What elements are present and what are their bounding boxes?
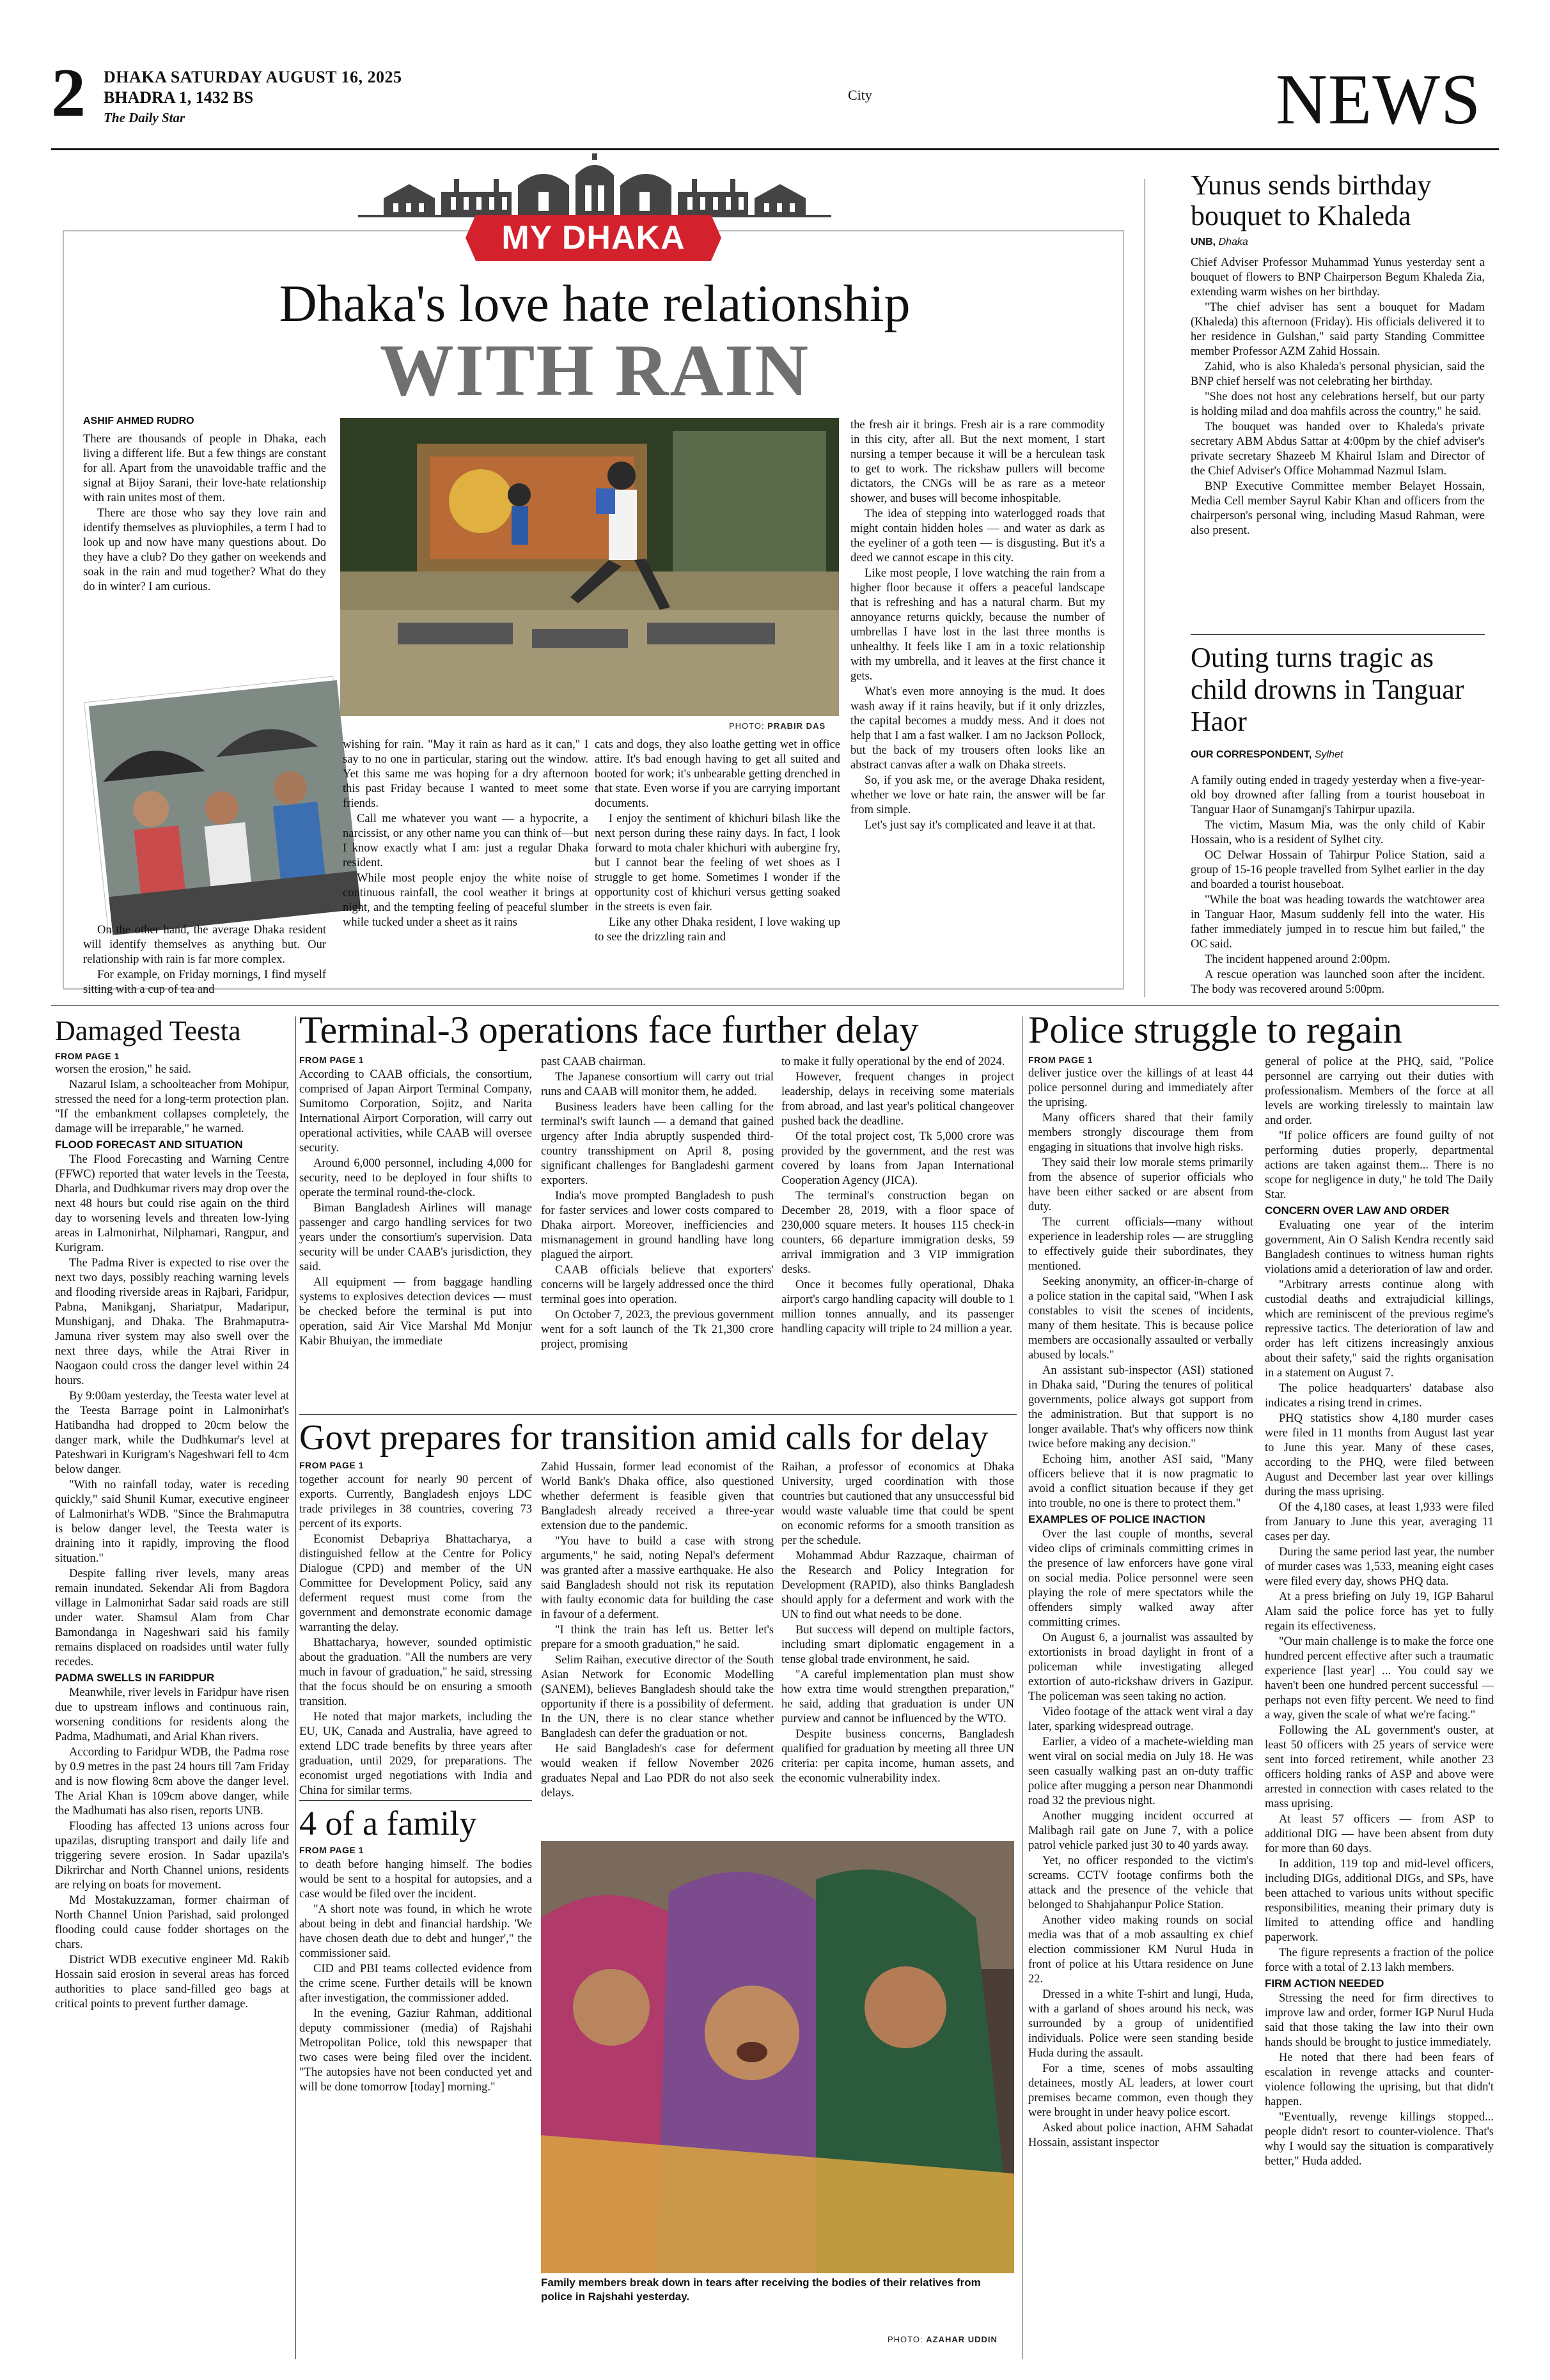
paragraph: past CAAB chairman. xyxy=(541,1055,646,1068)
paragraph: Echoing him, another ASI said, "Many officers believe that it is now pragmatic to avoid a conflict situation because if they get into trouble, no one is there to protect them." xyxy=(1028,1453,1253,1510)
paragraph: Asked about police inaction, AHM Sahadat Hossain, assistant inspector xyxy=(1028,2122,1253,2149)
paragraph: Zahid Hussain, former lead economist of the World Bank's Dhaka office, also questioned whether deferment is feasible given that Bangladesh already received a three-year extension due to the pandemic. xyxy=(541,1461,774,1532)
paragraph: "Arbitrary arrests continue along with custodial deaths and extrajudicial killings, which are reminiscent of the previous regime's repressive tactics. The deterioration of law and order has left citizens increasingly anxious about their safety," said the rights organisation in a statement on August 7. xyxy=(1265,1279,1494,1380)
paragraph: to death before hanging himself. The bodies would be sent to a hospital for autopsies, and a case would be filed over the incident. xyxy=(299,1858,532,1901)
paragraph: An assistant sub-inspector (ASI) stationed in Dhaka said, "During the tenures of political governments, police always got support from the administration. But that support is no longer available. That's why officers now think twice before making any decision." xyxy=(1028,1364,1253,1451)
paragraph: But success will depend on multiple factors, including smart diplomatic engagement in a tense global trade environment, he said. xyxy=(781,1624,1014,1666)
paragraph: Like any other Dhaka resident, I love waking up to see the drizzling rain and xyxy=(595,916,840,944)
terminal-headline: Terminal-3 operations face further delay xyxy=(299,1009,919,1051)
photo-credit-name: AZAHAR UDDIN xyxy=(926,2335,998,2344)
police-from-page: FROM PAGE 1 xyxy=(1028,1055,1093,1065)
paragraph: So, if you ask me, or the average Dhaka resident, whether we love or hate rain, the answer will be far from simple. xyxy=(850,774,1105,816)
paragraph: "You have to build a case with strong arguments," he said, noting Nepal's deferment was granted after a massive earthquake. He also said Bangladesh should not risk its reputation with faulty economic data for building the case in favour of a deferment. xyxy=(541,1535,774,1621)
paragraph: Once it becomes fully operational, Dhaka airport's cargo handling capacity will double to 1 million tonnes annually, and its passenger handling capacity will triple to 24 million a year. xyxy=(781,1279,1014,1335)
photo-credit-label: PHOTO: xyxy=(729,721,765,731)
byline-name: OUR CORRESPONDENT, xyxy=(1191,749,1312,760)
paragraph: India's move prompted Bangladesh to push for faster services and lower costs compared to Dhaka airport. Moreover, inefficiencies and mismanagement in ground handling have long plagued the airport. xyxy=(541,1190,774,1261)
photo-credit-name: PRABIR DAS xyxy=(767,721,826,731)
family-headline: 4 of a family xyxy=(299,1804,477,1842)
govt-col1 xyxy=(299,1473,532,1797)
byline-place: Sylhet xyxy=(1314,749,1343,760)
paragraph: Despite business concerns, Bangladesh qualified for graduation by meeting all three UN criteria: per capita income, human assets, and the economic vulnerability index. xyxy=(781,1728,1014,1785)
govt-col3 xyxy=(781,1460,1014,1831)
paragraph: There are thousands of people in Dhaka, each living a different life. But a few things are constant for all. Apart from the unavoidable traffic and the signal at Bijoy Sarani, their love-hate relationship with rain unites most of them. xyxy=(83,433,326,504)
my-dhaka-col1 xyxy=(83,432,326,675)
byline-place: Dhaka xyxy=(1218,237,1248,247)
paragraph: Bhattacharya, however, sounded optimistic about the graduation. "All the numbers are very much in favour of graduation," he said, stressing that the focus should be on ensuring a smooth transition. xyxy=(299,1637,532,1708)
paragraph: CAAB officials believe that exporters' concerns will be largely addressed once the third terminal goes into operation. xyxy=(541,1264,774,1306)
terminal-col2 xyxy=(541,1055,774,1406)
paragraph: On the other hand, the average Dhaka resident will identify themselves as anything but. Our relationship with rain is far more complex. xyxy=(83,924,326,966)
paragraph: All equipment — from baggage handling systems to explosives detection devices — must be checked before the terminal is put into operation, said Air Vice Marshal Md Monjur Kabir Bhuiyan, the immediate xyxy=(299,1276,532,1348)
teesta-headline: Damaged Teesta xyxy=(55,1015,241,1046)
paragraph: The Japanese consortium will carry out trial runs and CAAB will monitor them, he added. xyxy=(541,1071,774,1098)
masthead-rule xyxy=(51,148,1499,150)
rain-photo-credit xyxy=(729,721,826,731)
byline-name: UNB xyxy=(1191,237,1213,247)
paragraph: Around 6,000 personnel, including 4,000 for security, need to be deployed in four shifts to operate the terminal round-the-clock. xyxy=(299,1157,532,1199)
paragraph: For a time, scenes of mobs assaulting detainees, mostly AL leaders, at lower court premises became common, even though they were brought in under heavy police escort. xyxy=(1028,2062,1253,2119)
paragraph: On August 6, a journalist was assaulted by extortionists in broad daylight in front of a policeman while investigating alleged extortion of auto-rickshaw drivers in Gazipur. The policeman was seen taking no action. xyxy=(1028,1631,1253,1703)
paragraph: In addition, 119 top and mid-level officers, including DIGs, additional DIGs, and SPs, have been attached to various units without specific responsibilities, meaning their primary duty is limited to attending office and handling paperwork. xyxy=(1265,1858,1494,1944)
outing-headline: Outing turns tragic as child drowns in Tanguar Haor xyxy=(1191,642,1464,737)
paragraph: In the evening, Gaziur Rahman, additional deputy commissioner (media) of Rajshahi Metropolitan Police, told this newspaper that two cases were being filed over the incident. "The autopsies have not been conducted yet and will be done tomorrow [today] morning." xyxy=(299,2007,532,2094)
paragraph: "Eventually, revenge killings stopped... people didn't resort to counter-violence. That's why I would say the situation is comparatively better," Huda added. xyxy=(1265,2111,1494,2168)
terminal-col3 xyxy=(781,1055,1014,1406)
paragraph: Call me whatever you want — a hypocrite, a narcissist, or any other name you can think of—but I know exactly what I am: just a regular Dhaka resident. xyxy=(343,813,588,869)
paragraph: Mohammad Abdur Razzaque, chairman of the Research and Policy Integration for Development (RAPID), also thinks Bangladesh should apply for a deferment and work with the UN to find out what needs to be done. xyxy=(781,1550,1014,1621)
paragraph: The idea of stepping into waterlogged roads that might contain hidden holes — and water as dark as the eyeliner of a goth teen — is disgusting. But it's a deed we cannot escape in this city. xyxy=(850,508,1105,564)
paragraph: "While the boat was heading towards the watchtower area in Tanguar Haor, Masum suddenly fell into the water. His father immediately jumped in to rescue him but failed," the OC said. xyxy=(1191,894,1485,951)
paragraph: The victim, Masum Mia, was the only child of Kabir Hossain, who is a resident of Sylhet city. xyxy=(1191,819,1485,846)
column-rule xyxy=(295,1016,296,2359)
paragraph: CID and PBI teams collected evidence from the crime scene. Further details will be known after investigation, the commissioner added. xyxy=(299,1963,532,2005)
paragraph: The incident happened around 2:00pm. xyxy=(1205,953,1391,966)
horizontal-rule xyxy=(299,1800,532,1801)
yunus-body xyxy=(1191,256,1485,665)
paragraph: "With no rainfall today, water is receding quickly," said Shunil Kumar, executive engineer of Lalmonirhat's WDB. "Since the Brahmaputra is below danger level, the Teesta water is draining into it rapidly, improving the flood situation." xyxy=(55,1479,289,1565)
section-rule xyxy=(1191,634,1485,635)
paragraph: together account for nearly 90 percent of exports. Currently, Bangladesh enjoys LDC trade privileges in 38 countries, covering 73 percent of its exports. xyxy=(299,1474,532,1530)
paragraph: Evaluating one year of the interim government, Ain O Salish Kendra recently said Bangladesh continues to witness human rights violations amid a deterioration of law and order. xyxy=(1265,1219,1494,1276)
my-dhaka-banner-text: MY DHAKA xyxy=(501,219,685,256)
my-dhaka-col3 xyxy=(595,738,840,987)
paragraph: Zahid, who is also Khaleda's personal physician, said the BNP chief herself was not celebrating her birthday. xyxy=(1191,361,1485,388)
police-col2 xyxy=(1265,1055,1494,2354)
rain-street-photo xyxy=(340,418,839,716)
paragraph: Of the 4,180 cases, at least 1,933 were filed from January to June this year, averaging 11 cases per day. xyxy=(1265,1501,1494,1543)
paragraph: general of police at the PHQ, said, "Police personnel are carrying out their duties with professionalism. Members of the force at all levels are working tirelessly to maintain law and order. xyxy=(1265,1055,1494,1127)
paragraph: District WDB executive engineer Md. Rakib Hossain said erosion in several areas has forced authorities to place sand-filled geo bags at critical points to prevent further damage. xyxy=(55,1954,289,2011)
paragraph: to make it fully operational by the end of 2024. xyxy=(781,1055,1005,1068)
paragraph: "If police officers are found guilty of not performing duties properly, departmental actions are taken against them... There is no scope for negligence in duty," he told The Daily Star. xyxy=(1265,1130,1494,1201)
paragraph: There are those who say they love rain and identify themselves as pluviophiles, a term I had to look up and now have many questions about. Do they have a club? Do they gather on weekends and soak in the rain and mud together? What do they do in winter? I am curious. xyxy=(83,507,326,593)
paragraph: Biman Bangladesh Airlines will manage passenger and cargo handling services for two years under the consortium's supervision. Data security will be under CAAB's jurisdiction, they said. xyxy=(299,1202,532,1273)
paragraph: The figure represents a fraction of the police force with a total of 2.13 lakh members. xyxy=(1265,1947,1494,1974)
paragraph: Earlier, a video of a machete-wielding man went viral on social media on July 18. He was seen casually walking past an on-duty traffic police after mugging a person near Dhanmondi road 32 the previous night. xyxy=(1028,1736,1253,1807)
police-headline: Police struggle to regain xyxy=(1028,1009,1402,1051)
subheading: FLOOD FORECAST AND SITUATION xyxy=(55,1139,243,1151)
paragraph: Many officers shared that their family members strongly discourage them from engaging in situations that involve high risks. xyxy=(1028,1112,1253,1154)
page-number: 2 xyxy=(51,55,86,131)
paragraph: Let's just say it's complicated and leave it at that. xyxy=(865,819,1096,832)
paragraph: He said Bangladesh's case for deferment would weaken if fellow November 2026 graduates Nepal and Lao PDR do not also seek delays. xyxy=(541,1743,774,1800)
paragraph: On October 7, 2023, the previous government went for a soft launch of the Tk 21,300 crore project, promising xyxy=(541,1309,774,1351)
family-photo-credit xyxy=(888,2335,998,2344)
outing-body xyxy=(1191,774,1485,996)
subheading: FIRM ACTION NEEDED xyxy=(1265,1977,1384,1989)
paragraph: "A short note was found, in which he wrote about being in debt and financial hardship. 'We have chosen death due to debt and hunger'," the commissioner said. xyxy=(299,1903,532,1960)
paragraph: Raihan, a professor of economics at Dhaka University, urged coordination with those countries but cautioned that any unsuccessful bid would waste valuable time that could be spent on economic reforms for a smooth transition as per the schedule. xyxy=(781,1461,1014,1547)
paragraph: "Our main challenge is to make the force one hundred percent effective after such a traumatic experience [last year] ... You could say we haven't been one hundred percent successful — perhaps not even fifty percent. We need to find a way, given the scale of what we're facing." xyxy=(1265,1635,1494,1722)
my-dhaka-col1b xyxy=(83,923,326,996)
paragraph: The current officials—many without experience in leadership roles — are struggling to effectively guide their subordinates, they mentioned. xyxy=(1028,1216,1253,1273)
paper-logo: The Daily Star xyxy=(104,110,185,125)
paragraph: PHQ statistics show 4,180 murder cases were filed in 11 months from August last year to June this year. Many of these cases, according to the PHQ, were filed between August and December last year over killings during the mass uprising. xyxy=(1265,1412,1494,1498)
my-dhaka-col4 xyxy=(850,418,1105,987)
my-dhaka-byline: ASHIF AHMED RUDRO xyxy=(83,416,194,426)
paragraph: Like most people, I love watching the rain from a higher floor because it offers a peaceful landscape that is refreshing and has a natural charm. But my annoyance returns quickly, because the number of umbrellas I have lost in the last three months is unhealthy. It feels like I am in a toxic relationship with my umbrella, and it leaves at the first chance it gets. xyxy=(850,567,1105,683)
bengali-date: BHADRA 1, 1432 BS xyxy=(104,88,254,107)
govt-headline: Govt prepares for transition amid calls for delay xyxy=(299,1418,989,1458)
govt-col2 xyxy=(541,1460,774,1831)
paragraph: However, frequent changes in project leadership, delays in receiving some materials from abroad, and last year's political changeover pushed back the deadline. xyxy=(781,1071,1014,1128)
grieving-family-photo xyxy=(541,1841,1014,2273)
paragraph: "She does not host any celebrations herself, but our party is holding milad and doa mahfils across the country," he said. xyxy=(1191,391,1485,418)
paragraph: worsen the erosion," he said. xyxy=(55,1063,192,1076)
yunus-headline: Yunus sends birthday bouquet to Khaleda xyxy=(1191,169,1432,231)
paragraph: Despite falling river levels, many areas remain inundated. Sekendar Ali from Bagdora village in Lalmonirhat Sadar said roads are still under water. Shamsul Alam from Char Bamondanga in Nageshwari said his family remains displaced on roadsides until water fully recedes. xyxy=(55,1567,289,1668)
paragraph: "A careful implementation plan must show how extra time would strengthen preparation," he said, adding that graduation is under UN purview and cannot be influenced by the WTO. xyxy=(781,1668,1014,1725)
paragraph: the fresh air it brings. Fresh air is a rare commodity in this city, after all. But the next moment, I start nursing a temper because it will be a herculean task to get to work. The rickshaw pullers will become dictators, the CNGs will be as rare as a meteor shower, and buses will become inhospitable. xyxy=(850,419,1105,505)
govt-from-page: FROM PAGE 1 xyxy=(299,1460,364,1470)
paragraph: At a press briefing on July 19, IGP Baharul Alam said the police force has yet to fully regain its effectiveness. xyxy=(1265,1591,1494,1633)
paragraph: I enjoy the sentiment of khichuri bilash like the next person during these rainy days. In fact, I look forward to mota chaler khichuri with aubergine fry, but I cannot bear the feeling of wet shoes as I struggle to get home. Sometimes I wonder if the opportunity cost of khichuri versus getting soaked in the streets is even fair. xyxy=(595,813,840,914)
terminal-col1 xyxy=(299,1068,532,1406)
paragraph: wishing for rain. "May it rain as hard as it can," I say to no one in particular, staring out the window. Yet this same me was hoping for a dry afternoon this past Friday because I wanted to meet some friends. xyxy=(343,738,588,810)
paragraph: For example, on Friday mornings, I find myself sitting with a cup of tea and xyxy=(83,968,326,996)
subheading: EXAMPLES OF POLICE INACTION xyxy=(1028,1513,1205,1525)
family-body xyxy=(299,1858,532,2354)
my-dhaka-headline: Dhaka's love hate relationship xyxy=(279,274,911,332)
paragraph: Md Mostakuzzaman, former chairman of North Channel Union Parishad, said prolonged flooding could cause fodder shortages on the chars. xyxy=(55,1894,289,1951)
paragraph: The terminal's construction began on December 28, 2019, with a floor space of 230,000 square meters. It houses 115 check-in counters, 66 departure immigration desks, 59 arrival immigration and 3 VIP immigration desks. xyxy=(781,1190,1014,1276)
paragraph: According to CAAB officials, the consortium, comprised of Japan Airport Terminal Company, Sumitomo Corporation, Sojitz, and Narita International Airport Corporation, will carry out operational activities, while CAAB will oversee security. xyxy=(299,1068,532,1155)
paragraph: Video footage of the attack went viral a day later, sparking widespread outrage. xyxy=(1028,1706,1253,1733)
paragraph: He noted that there had been fears of escalation in revenge attacks and counter-violence following the uprising, but that didn't happen. xyxy=(1265,2051,1494,2108)
paragraph: By 9:00am yesterday, the Teesta water level at the Teesta Barrage point in Lalmonirhat's Hatibandha had dropped to 20cm below the danger mark, while the Dudhkumar's level at Pateshwari in Kurigram's Nageshwari fell to 4cm below danger. xyxy=(55,1390,289,1476)
paragraph: What's even more annoying is the mud. It does wash away if it rains heavily, but if it only drizzles, the capital becomes a muddy mess. And it does not help that I am a fast walker. I am no Jackson Pollock, but the back of my trousers often looks like an abstract canvas after a walk on Dhaka streets. xyxy=(850,685,1105,772)
paragraph: A family outing ended in tragedy yesterday when a five-year-old boy drowned after falling from a tourist houseboat in Tanguar Haor of Sunamganj's Tahirpur upazila. xyxy=(1191,774,1485,816)
paragraph: Economist Debapriya Bhattacharya, a distinguished fellow at the Centre for Policy Dialogue (CPD) and member of the UN Committee for Development Policy, said any deferment request must come from the government and demonstrate economic damage warranting the delay. xyxy=(299,1533,532,1634)
paragraph: Flooding has affected 13 unions across four upazilas, disrupting transport and daily life and triggering severe erosion. In Sadar upazila's Dikrirchar and North Channel unions, residents are relying on boats for movement. xyxy=(55,1820,289,1892)
rickshaw-umbrella-photo xyxy=(84,677,356,932)
paragraph: Business leaders have been calling for the terminal's swift launch — a demand that gained urgency after India abruptly suspended third-country transshipment on April 8, posing significant challenges for Bangladeshi garment exporters. xyxy=(541,1101,774,1187)
paragraph: Chief Adviser Professor Muhammad Yunus yesterday sent a bouquet of flowers to BNP Chairperson Begum Khaleda Zia, extending warm wishes on her birthday. xyxy=(1191,256,1485,299)
paragraph: deliver justice over the killings of at least 44 police personnel during and immediately after the uprising. xyxy=(1028,1067,1253,1109)
paragraph: Dressed in a white T-shirt and lungi, Huda, with a garland of shoes around his neck, was surrounded by a group of unidentified individuals. Police were seen standing beside Huda during the assault. xyxy=(1028,1988,1253,2060)
family-photo-caption: Family members break down in tears after receiving the bodies of their relatives from police in Rajshahi yesterday. xyxy=(541,2276,981,2303)
paragraph: BNP Executive Committee member Belayet Hossain, Media Cell member Sayrul Kabir Khan and officers from the chairperson's personal wing, including Masud Rahman, were also present. xyxy=(1191,480,1485,537)
terminal-from-page: FROM PAGE 1 xyxy=(299,1055,364,1065)
paragraph: Seeking anonymity, an officer-in-charge of a police station in the capital said, "When I ask constables to visit the scenes of incidents, many of them hesitate. This is because police members are occasionally assaulted or verbally abused by locals." xyxy=(1028,1275,1253,1362)
paragraph: Stressing the need for firm directives to improve law and order, former IGP Nurul Huda said that those taking the law into their own hands should be brought to justice immediately. xyxy=(1265,1992,1494,2049)
paragraph: During the same period last year, the number of murder cases was 1,533, meaning eight cases were filed every day, shows PHQ data. xyxy=(1265,1546,1494,1588)
horizontal-rule xyxy=(299,1414,1017,1415)
paragraph: While most people enjoy the white noise of continuous rainfall, the cool weather it brings at night, and the tempting feeling of peaceful slumber while tucked under a sheet as it rains xyxy=(343,872,588,929)
family-from-page: FROM PAGE 1 xyxy=(299,1845,364,1855)
paragraph: According to Faridpur WDB, the Padma rose by 0.9 metres in the past 24 hours till 7am Friday and is now flowing 8cm above the danger level. The Arial Khan is 109cm above danger, while the Madhumati has also risen, reports UNB. xyxy=(55,1746,289,1817)
section-label: City xyxy=(848,87,872,103)
paragraph: Over the last couple of months, several video clips of criminals committing crimes in the presence of law enforcers have gone viral on social media. Police personnel were seen playing the role of mere spectators while the offenders simply walked away after committing crimes. xyxy=(1028,1528,1253,1629)
outing-byline xyxy=(1191,749,1343,761)
paragraph: Of the total project cost, Tk 5,000 crore was provided by the government, and the rest was covered by loans from Japan International Cooperation Agency (JICA). xyxy=(781,1130,1014,1187)
paragraph: "The chief adviser has sent a bouquet for Madam (Khaleda) this afternoon (Friday). His officials delivered it to her residence in Gulshan," said party Standing Committee member Professor AZM Zahid Hossain. xyxy=(1191,301,1485,358)
my-dhaka-headline-big: WITH RAIN xyxy=(379,330,810,412)
paragraph: Another video making rounds on social media was that of a mob assaulting ex chief election commissioner KM Nurul Huda in front of police at his Uttara residence on June 22. xyxy=(1028,1914,1253,1986)
paragraph: At least 57 officers — from ASP to additional DIG — have been absent from duty for more than 60 days. xyxy=(1265,1813,1494,1855)
my-dhaka-col2 xyxy=(343,738,588,987)
paragraph: A rescue operation was launched soon after the incident. The body was recovered around 5:00pm. xyxy=(1191,968,1485,996)
paragraph: cats and dogs, they also loathe getting wet in office attire. It's bad enough having to get all suited and booted for work; it's unbearable getting drenched in that state. Even worse if you are carrying important documents. xyxy=(595,738,840,810)
police-col1 xyxy=(1028,1066,1253,2354)
teesta-from-page: FROM PAGE 1 xyxy=(55,1051,120,1061)
paragraph: OC Delwar Hossain of Tahirpur Police Station, said a group of 15-16 people travelled from Sylhet earlier in the day and boarded a tourist houseboat. xyxy=(1191,849,1485,891)
section-title: NEWS xyxy=(1276,60,1482,139)
horizontal-rule xyxy=(51,1005,1499,1006)
paragraph: Yet, no officer responded to the victim's screams. CCTV footage confirms both the attack and the presence of the vehicle that belonged to Shahjahanpur Police Station. xyxy=(1028,1855,1253,1911)
paragraph: "I think the train has left us. Better let's prepare for a smooth graduation," he said. xyxy=(541,1624,774,1651)
paragraph: Selim Raihan, executive director of the South Asian Network for Economic Modelling (SANEM), believes Bangladesh should take the opportunity if there is a possibility of deferment. In the UN, there is no clear stance whether Bangladesh can defer the graduation or not. xyxy=(541,1654,774,1740)
paragraph: Another mugging incident occurred at Malibagh rail gate on June 7, with a police patrol vehicle parked just 30 to 40 yards away. xyxy=(1028,1810,1253,1852)
photo-credit-label: PHOTO: xyxy=(888,2335,923,2344)
paragraph: The Padma River is expected to rise over the next two days, possibly reaching warning levels and flooding riverside areas in Rajbari, Faridpur, Pabna, Manikganj, Shariatpur, Madaripur, Munshiganj, and Dhaka. The Brahmaputra-Jamuna river system may also swell over the next three days, while the Atrai River in Naogaon could cross the danger level within 24 hours. xyxy=(55,1257,289,1387)
subheading: CONCERN OVER LAW AND ORDER xyxy=(1265,1204,1450,1217)
paragraph: The bouquet was handed over to Khaleda's private secretary ABM Abdus Sattar at 4:00pm by the chief adviser's private secretary Shazeeb M Khairul Islam and Director of the Chief Adviser's Office Mohammad Nazmul Islam. xyxy=(1191,421,1485,478)
paragraph: The Flood Forecasting and Warning Centre (FFWC) reported that water levels in the Teesta, Dharla, and Dudhkumar rivers may drop over the next 48 hours but could rise again on the third day to worsening levels and threaten low-lying areas in Lalmonirhat, Nilphamari, Rangpur, and Kurigram. xyxy=(55,1153,289,1254)
family-photo-illustration xyxy=(541,1841,1014,2273)
paragraph: Meanwhile, river levels in Faridpur have risen due to upstream inflows and continuous rain, worsening conditions for residents along the Padma, Madhumati, and Arial Khan rivers. xyxy=(55,1686,289,1743)
yunus-byline: UNB, Dhaka xyxy=(1191,237,1248,247)
paragraph: Following the AL government's ouster, at least 50 officers with 25 years of service were sent into forced retirement, while another 23 officers holding ranks of ASP and above were arrested in connection with cases related to the mass uprising. xyxy=(1265,1724,1494,1810)
rain-photo-illustration xyxy=(340,418,839,716)
paragraph: Nazarul Islam, a schoolteacher from Mohipur, stressed the need for a long-term protection plan. "If the embankment collapses completely, the damage will be irreparable," he warned. xyxy=(55,1078,289,1135)
paragraph: The police headquarters' database also indicates a rising trend in crimes. xyxy=(1265,1382,1494,1410)
umbrella-photo-illustration xyxy=(89,680,361,935)
teesta-body xyxy=(55,1062,289,2354)
paragraph: They said their low morale stems primarily from the absence of superior officials who have been either sacked or are absent from duty. xyxy=(1028,1156,1253,1213)
paragraph: He noted that major markets, including the EU, UK, Canada and Australia, have agreed to extend LDC trade benefits by three years after graduation, until 2029, for preparations. The economist urged negotiations with India and China for similar terms. xyxy=(299,1711,532,1797)
date-line: DHAKA SATURDAY AUGUST 16, 2025 xyxy=(104,68,402,86)
subheading: PADMA SWELLS IN FARIDPUR xyxy=(55,1672,215,1684)
